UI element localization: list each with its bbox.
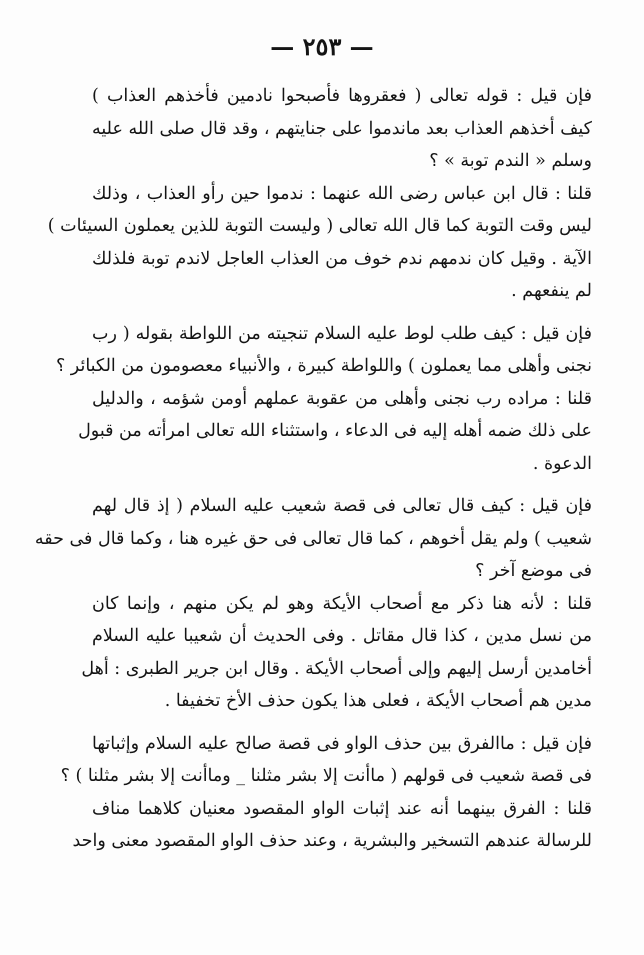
text-line: ليس وقت التوبة كما قال الله تعالى ( وليست التوبة للذين يعملون السيئات ): [47, 216, 592, 236]
text-line: مدين هم أصحاب الأيكة ، فعلى هذا يكون حذف الأخ تخفيفا .: [164, 691, 592, 711]
paragraph: [47, 178, 592, 308]
text-line: قلنا : قال ابن عباس رضى الله عنهما : ندموا حين رأو العذاب ، وذلك: [92, 183, 592, 204]
paragraph-spacer: [92, 308, 592, 318]
text-line: فإن قيل : ماالفرق بين حذف الواو فى قصة صالح عليه السلام وإثباتها: [92, 733, 592, 754]
text-line: فإن قيل : قوله تعالى ( فعقروها فأصبحوا نادمين فأخذهم العذاب ): [92, 86, 592, 106]
text-line: فى قصة شعيب فى قولهم ( ماأنت إلا بشر مثلنا _ وماأنت إلا بشر مثلنا ) ؟: [60, 766, 592, 786]
text-line: شعيب ) ولم يقل أخوهم ، كما قال تعالى فى حق غيره هنا ، وكما قال فى حقه: [34, 528, 592, 549]
text-line: من نسل مدين ، كذا قال مقاتل . وفى الحديث أن شعيبا عليه السلام: [92, 626, 592, 646]
text-line: الدعوة .: [532, 453, 592, 474]
paragraph: [78, 383, 592, 481]
text-line: أخامدين أرسل إليهم وإلى أصحاب الأيكة . وقال ابن جرير الطبرى : أهل: [81, 658, 592, 679]
paragraph: [92, 80, 592, 178]
paragraph: [72, 793, 592, 858]
text-line: الآية . وقيل كان ندمهم ندم خوف من العذاب العاجل لاندم توبة فلذلك: [92, 248, 592, 269]
text-line: للرسالة عندهم التسخير والبشرية ، وعند حذف الواو المقصود معنى واحد: [72, 831, 592, 851]
text-line: لم ينفعهم .: [511, 281, 592, 301]
text-line: كيف أخذهم العذاب بعد ماندموا على جنايتهم ، وقد قال صلى الله عليه: [92, 118, 592, 139]
page-body: [34, 80, 592, 858]
text-line: قلنا : مراده رب نجنى وأهلى من عقوبة عملهم أومن شؤمه ، والدليل: [92, 388, 592, 409]
text-line: فإن قيل : كيف قال تعالى فى قصة شعيب عليه السلام ( إذ قال لهم: [92, 496, 592, 516]
text-line: نجنى وأهلى مما يعملون ) واللواطة كبيرة ، والأنبياء معصومون من الكبائر ؟: [55, 356, 592, 376]
text-line: قلنا : الفرق بينهما أنه عند إثبات الواو المقصود معنيان كلاهما مناف: [92, 798, 592, 819]
paragraph: [34, 490, 592, 588]
text-line: على ذلك ضمه أهله إليه فى الدعاء ، واستثناء الله تعالى امرأته من قبول: [78, 421, 592, 441]
text-line: فإن قيل : كيف طلب لوط عليه السلام تنجيته من اللواطة بقوله ( رب: [92, 323, 592, 344]
paragraph: [55, 318, 592, 383]
paragraph: [81, 588, 592, 718]
paragraph: [60, 728, 592, 793]
text-line: قلنا : لأنه هنا ذكر مع أصحاب الأيكة وهو لم يكن منهم ، وإنما كان: [92, 593, 592, 614]
page-number: — ٢٥٣ —: [270, 32, 374, 61]
text-line: وسلم « الندم توبة » ؟: [429, 151, 592, 171]
paragraph-spacer: [92, 718, 592, 728]
text-line: فى موضع آخر ؟: [475, 561, 592, 581]
paragraph-spacer: [92, 480, 592, 490]
